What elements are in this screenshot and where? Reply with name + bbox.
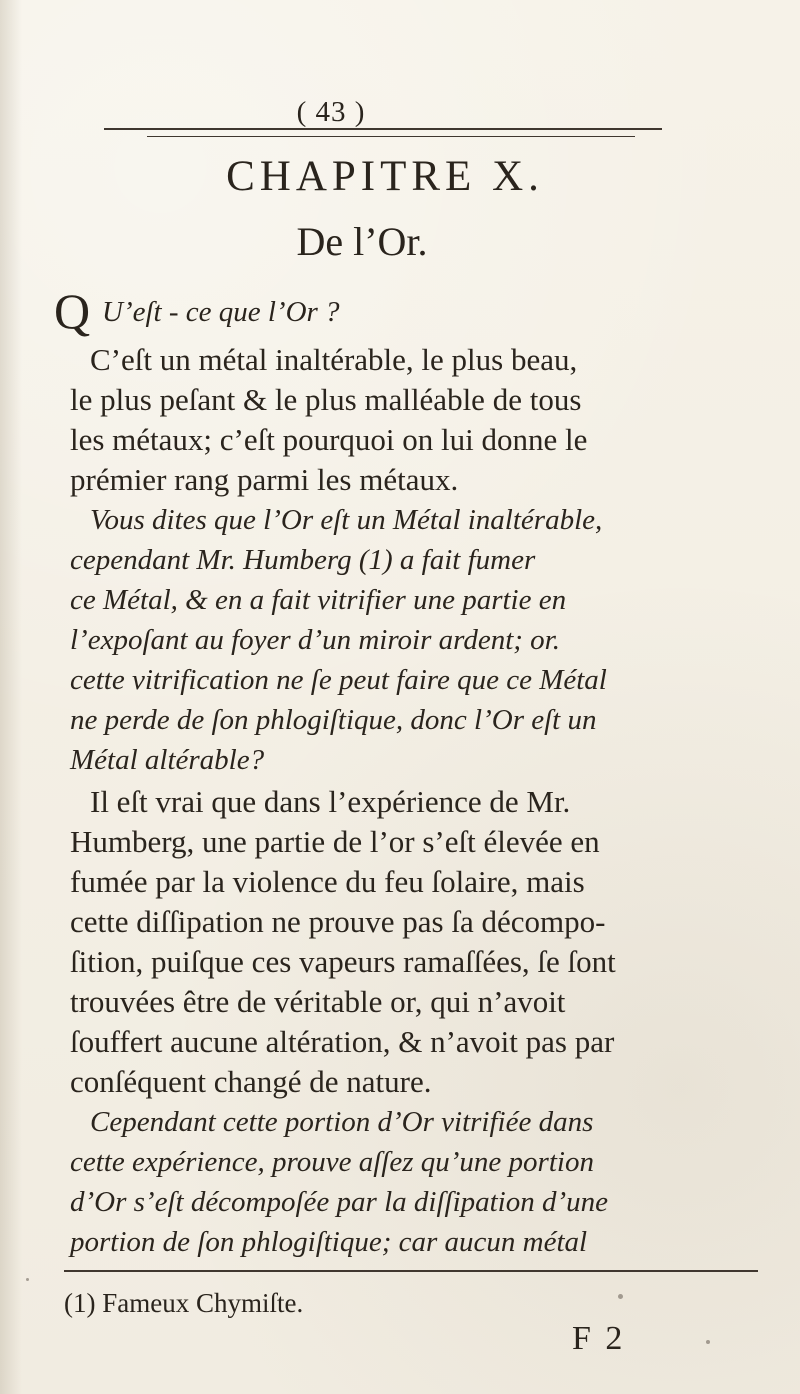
body-line-17: trouvées être de véritable or, qui n’avoit: [70, 984, 566, 1019]
body-line-1: C’eſt un métal inaltérable, le plus beau,: [90, 342, 578, 377]
body-line-6: cependant Mr. Humberg (1) a fait fumer: [70, 544, 536, 576]
body-line-10: ne perde de ſon phlogiſtique, donc l’Or eſt un: [70, 704, 597, 736]
body-line-21: cette expérience, prouve aſſez qu’une portion: [70, 1146, 594, 1178]
page-edge-shadow: [0, 0, 22, 1394]
footnote-rule: [64, 1270, 758, 1272]
body-line-4: prémier rang parmi les métaux.: [70, 462, 459, 497]
question-line: U’eſt - ce que l’Or ?: [102, 296, 340, 328]
paper-speck: [618, 1294, 623, 1299]
paper-speck: [706, 1340, 710, 1344]
drop-cap-letter: Q: [54, 283, 91, 339]
body-line-9: cette vitrification ne ſe peut faire que ce Métal: [70, 664, 607, 696]
body-line-16: ſition, puiſque ces vapeurs ramaſſées, ſe ſont: [70, 944, 616, 979]
body-line-7: ce Métal, & en a fait vitrifier une partie en: [70, 584, 567, 616]
page-number: ( 43 ): [296, 96, 366, 128]
body-line-13: Humberg, une partie de l’or s’eſt élevée en: [70, 824, 600, 859]
body-line-8: l’expoſant au foyer d’un miroir ardent; or.: [70, 624, 560, 656]
section-title: De l’Or.: [296, 219, 428, 264]
signature-mark: F 2: [572, 1320, 626, 1357]
body-line-18: ſouffert aucune altération, & n’avoit pas par: [70, 1024, 615, 1059]
body-line-12: Il eſt vrai que dans l’expérience de Mr.: [90, 784, 571, 819]
header-rule-thin: [147, 136, 635, 137]
body-line-20: Cependant cette portion d’Or vitrifiée dans: [90, 1106, 594, 1138]
header-rule: [104, 128, 662, 130]
body-line-2: le plus peſant & le plus malléable de tous: [70, 382, 582, 417]
footnote-text: (1) Fameux Chymiſte.: [64, 1288, 304, 1318]
chapter-title: CHAPITRE X.: [226, 153, 544, 200]
paper-speck: [26, 1278, 29, 1281]
body-line-22: d’Or s’eſt décompoſée par la diſſipation d’une: [70, 1186, 609, 1218]
body-line-11: Métal altérable?: [70, 744, 265, 776]
body-line-3: les métaux; c’eſt pourquoi on lui donne le: [70, 422, 588, 457]
body-line-15: cette diſſipation ne prouve pas ſa décompo-: [70, 904, 606, 939]
body-line-14: fumée par la violence du feu ſolaire, mais: [70, 864, 585, 899]
body-line-23: portion de ſon phlogiſtique; car aucun métal: [70, 1226, 588, 1258]
body-line-5: Vous dites que l’Or eſt un Métal inaltérable,: [90, 504, 603, 536]
body-line-19: conſéquent changé de nature.: [70, 1064, 432, 1099]
